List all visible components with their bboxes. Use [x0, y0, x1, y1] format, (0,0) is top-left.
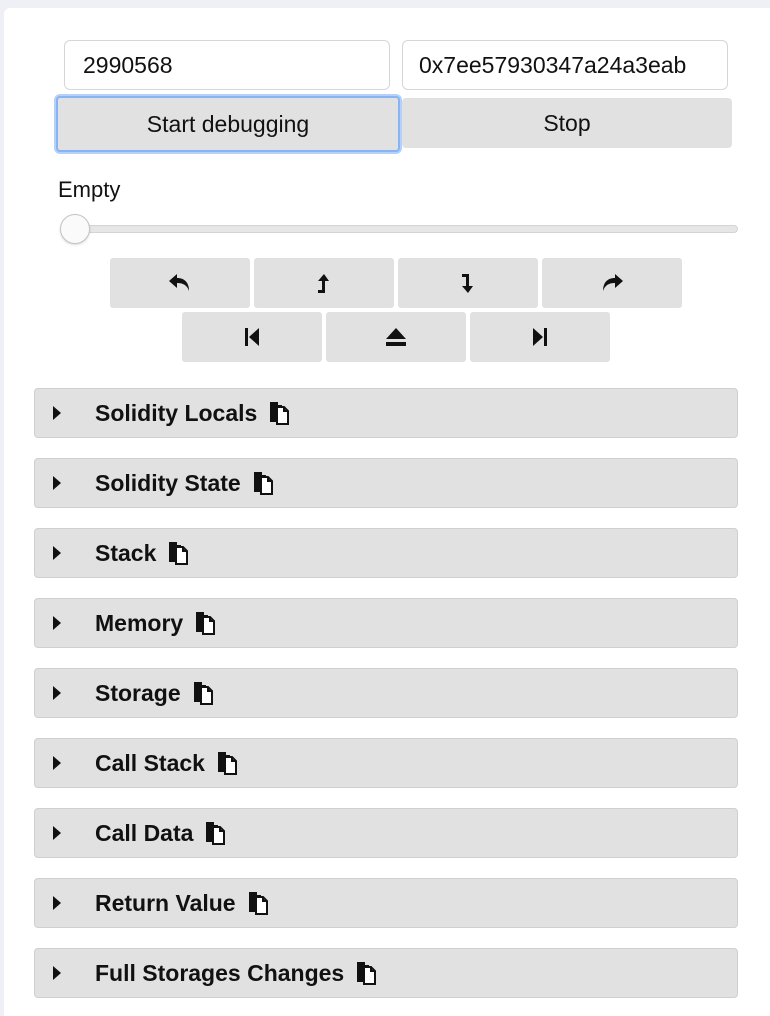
step-slider-thumb[interactable] [60, 214, 90, 244]
step-back-button[interactable] [254, 258, 394, 308]
section-title: Memory [95, 599, 217, 647]
caret-right-icon [53, 966, 61, 980]
section-solidity-locals[interactable] [34, 388, 738, 438]
section-full-storages-changes[interactable] [34, 948, 738, 998]
jump-next-breakpoint-button[interactable] [470, 312, 610, 362]
copy-to-clipboard-icon[interactable] [251, 470, 275, 496]
copy-to-clipboard-icon[interactable] [215, 750, 239, 776]
eject-icon [384, 327, 408, 347]
jump-previous-breakpoint-button[interactable] [182, 312, 322, 362]
section-storage[interactable] [34, 668, 738, 718]
start-debugging-button[interactable]: Start debugging [56, 96, 400, 152]
jump-out-button[interactable] [326, 312, 466, 362]
step-into-button[interactable] [398, 258, 538, 308]
section-title: Call Stack [95, 739, 239, 787]
section-title: Storage [95, 669, 215, 717]
curved-arrow-right-icon [599, 272, 625, 294]
section-stack[interactable] [34, 528, 738, 578]
copy-to-clipboard-icon[interactable] [166, 540, 190, 566]
skip-forward-icon [531, 326, 549, 348]
section-call-data[interactable] [34, 808, 738, 858]
caret-right-icon [53, 686, 61, 700]
debugger-panel [4, 8, 770, 1016]
step-over-forward-button[interactable] [542, 258, 682, 308]
caret-right-icon [53, 826, 61, 840]
section-solidity-state[interactable] [34, 458, 738, 508]
section-title: Solidity State [95, 459, 275, 507]
step-slider-track[interactable] [66, 225, 738, 233]
copy-to-clipboard-icon[interactable] [246, 890, 270, 916]
block-number-input[interactable]: 2990568 [64, 40, 390, 90]
caret-right-icon [53, 896, 61, 910]
arrow-up-into-icon [315, 272, 333, 294]
section-memory[interactable] [34, 598, 738, 648]
copy-to-clipboard-icon[interactable] [267, 400, 291, 426]
section-title: Solidity Locals [95, 389, 291, 437]
caret-right-icon [53, 616, 61, 630]
curved-arrow-left-icon [167, 272, 193, 294]
skip-back-icon [243, 326, 261, 348]
caret-right-icon [53, 476, 61, 490]
copy-to-clipboard-icon[interactable] [354, 960, 378, 986]
copy-to-clipboard-icon[interactable] [191, 680, 215, 706]
section-title: Stack [95, 529, 190, 577]
section-title: Call Data [95, 809, 227, 857]
stop-button[interactable]: Stop [402, 98, 732, 148]
section-title: Full Storages Changes [95, 949, 378, 997]
section-return-value[interactable] [34, 878, 738, 928]
section-call-stack[interactable] [34, 738, 738, 788]
copy-to-clipboard-icon[interactable] [203, 820, 227, 846]
step-over-back-button[interactable] [110, 258, 250, 308]
caret-right-icon [53, 406, 61, 420]
transaction-hash-input[interactable]: 0x7ee57930347a24a3eab [402, 40, 728, 90]
copy-to-clipboard-icon[interactable] [193, 610, 217, 636]
caret-right-icon [53, 546, 61, 560]
section-title: Return Value [95, 879, 270, 927]
arrow-down-into-icon [459, 272, 477, 294]
slider-status-label: Empty [58, 177, 121, 202]
caret-right-icon [53, 756, 61, 770]
